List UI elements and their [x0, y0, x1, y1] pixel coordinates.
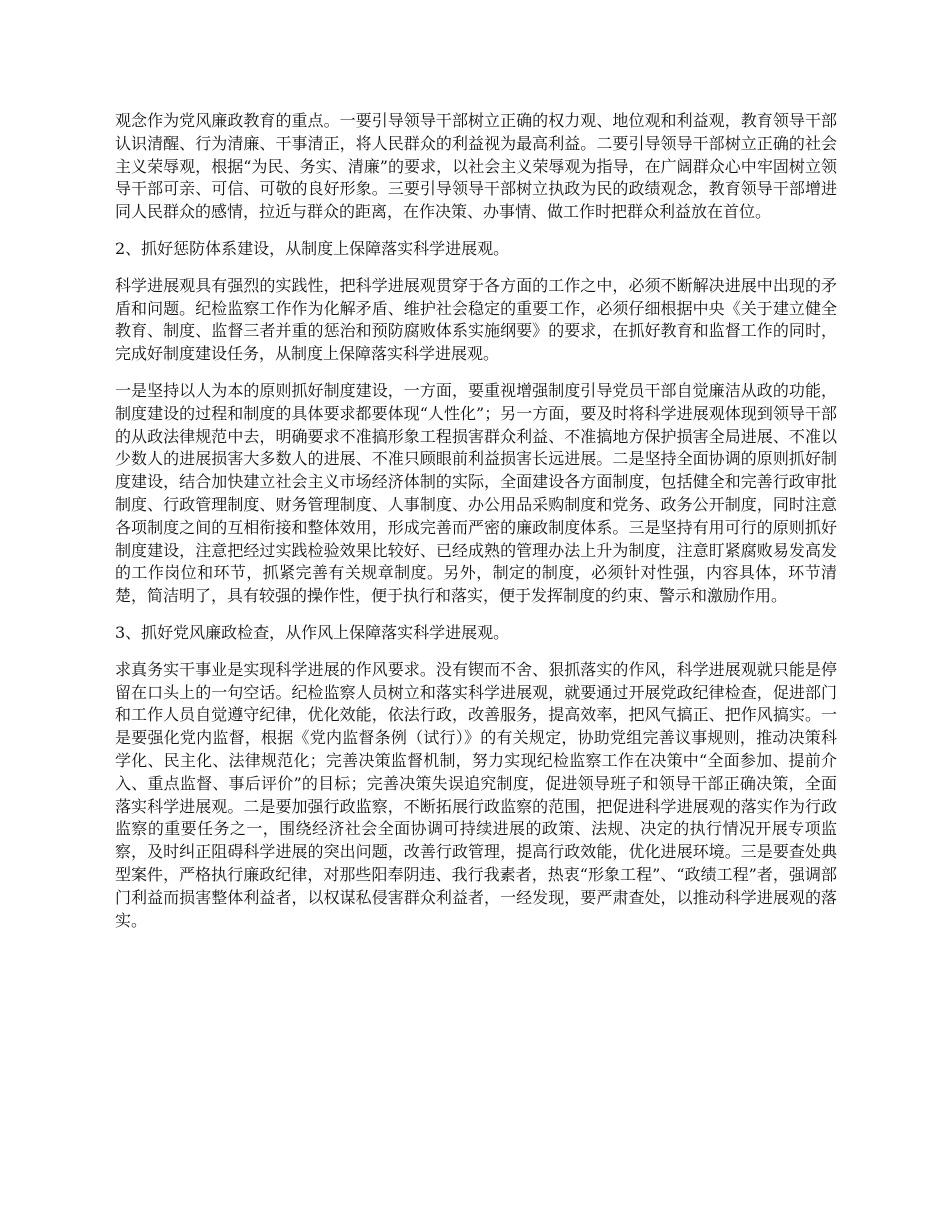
paragraph-party-conduct-education: 观念作为党风廉政教育的重点。一要引导领导干部树立正确的权力观、地位观和利益观，教育领导干部认识清醒、行为清廉、干事清正，将人民群众的利益视为最高利益。二要引导领导干部树立正确的社会主义荣辱观，根据“为民、务实、清廉”的要求，以社会主义荣辱观为指导，在广阔群众心中牢固树立领导干部可亲、可信、可敬的良好形象。三要引导领导干部树立执政为民的政绩观念，教育领导干部增进同人民群众的感情，拉近与群众的距离，在作决策、办事情、做工作时把群众利益放在首位。	[115, 111, 837, 222]
document-page	[115, 110, 837, 946]
paragraph-work-style-inspection: 求真务实干事业是实现科学进展的作风要求。没有锲而不舍、狠抓落实的作风，科学进展观就只能是停留在口头上的一句空话。纪检监察人员树立和落实科学进展观，就要通过开展党政纪律检查，促进部门和工作人员自觉遵守纪律，优化效能，依法行政，改善服务，提高效率，把风气搞正、把作风搞实。一是要强化党内监督，根据《党内监督条例（试行）》的有关规定，协助党组完善议事规则，推动决策科学化、民主化、法律规范化；完善决策监督机制，努力实现纪检监察工作在决策中“全面参加、提前介入、重点监督、事后评价”的目标；完善决策失误追究制度，促进领导班子和领导干部正确决策，全面落实科学进展观。二是要加强行政监察，不断拓展行政监察的范围，把促进科学进展观的落实作为行政监察的重要任务之一，围绕经济社会全面协调可持续进展的政策、法规、决定的执行情况开展专项监察，及时纠正阻碍科学进展的突出问题，改善行政管理，提高行政效能，优化进展环境。三是要查处典型案件，严格执行廉政纪律，对那些阳奉阴违、我行我素者，热衷“形象工程”、“政绩工程”者，强调部门利益而损害整体利益者，以权谋私侵害群众利益者，一经发现，要严肃查处，以推动科学进展观的落实。	[115, 659, 837, 930]
paragraph-punishment-prevention-system: 科学进展观具有强烈的实践性，把科学进展观贯穿于各方面的工作之中，必须不断解决进展中出现的矛盾和问题。纪检监察工作作为化解矛盾、维护社会稳定的重要工作，必须仔细根据中央《关于建立健全教育、制度、监督三者并重的惩治和预防腐败体系实施纲要》的要求，在抓好教育和监督工作的同时，完成好制度建设任务，从制度上保障落实科学进展观。	[115, 275, 837, 364]
section-heading-3: 3、抓好党风廉政检查，从作风上保障落实科学进展观。	[115, 622, 510, 642]
section-heading-2: 2、抓好惩防体系建设，从制度上保障落实科学进展观。	[115, 238, 510, 258]
paragraph-institution-building: 一是坚持以人为本的原则抓好制度建设，一方面，要重视增强制度引导党员干部自觉廉洁从政的功能，制度建设的过程和制度的具体要求都要体现“人性化”；另一方面，要及时将科学进展观体现到领导干部的从政法律规范中去，明确要求不准搞形象工程损害群众利益、不准搞地方保护损害全局进展、不准以少数人的进展损害大多数人的进展、不准只顾眼前利益损害长远进展。二是坚持全面协调的原则抓好制度建设，结合加快建立社会主义市场经济体制的实际，全面建设各方面制度，包括健全和完善行政审批制度、行政管理制度、财务管理制度、人事制度、办公用品采购制度和党务、政务公开制度，同时注意各项制度之间的互相衔接和整体效用，形成完善而严密的廉政制度体系。三是坚持有用可行的原则抓好制度建设，注意把经过实践检验效果比较好、已经成熟的管理办法上升为制度，注意盯紧腐败易发高发的工作岗位和环节，抓紧完善有关规章制度。另外，制定的制度，必须针对性强，内容具体，环节清楚，简洁明了，具有较强的操作性，便于执行和落实，便于发挥制度的约束、警示和激励作用。	[115, 380, 837, 606]
